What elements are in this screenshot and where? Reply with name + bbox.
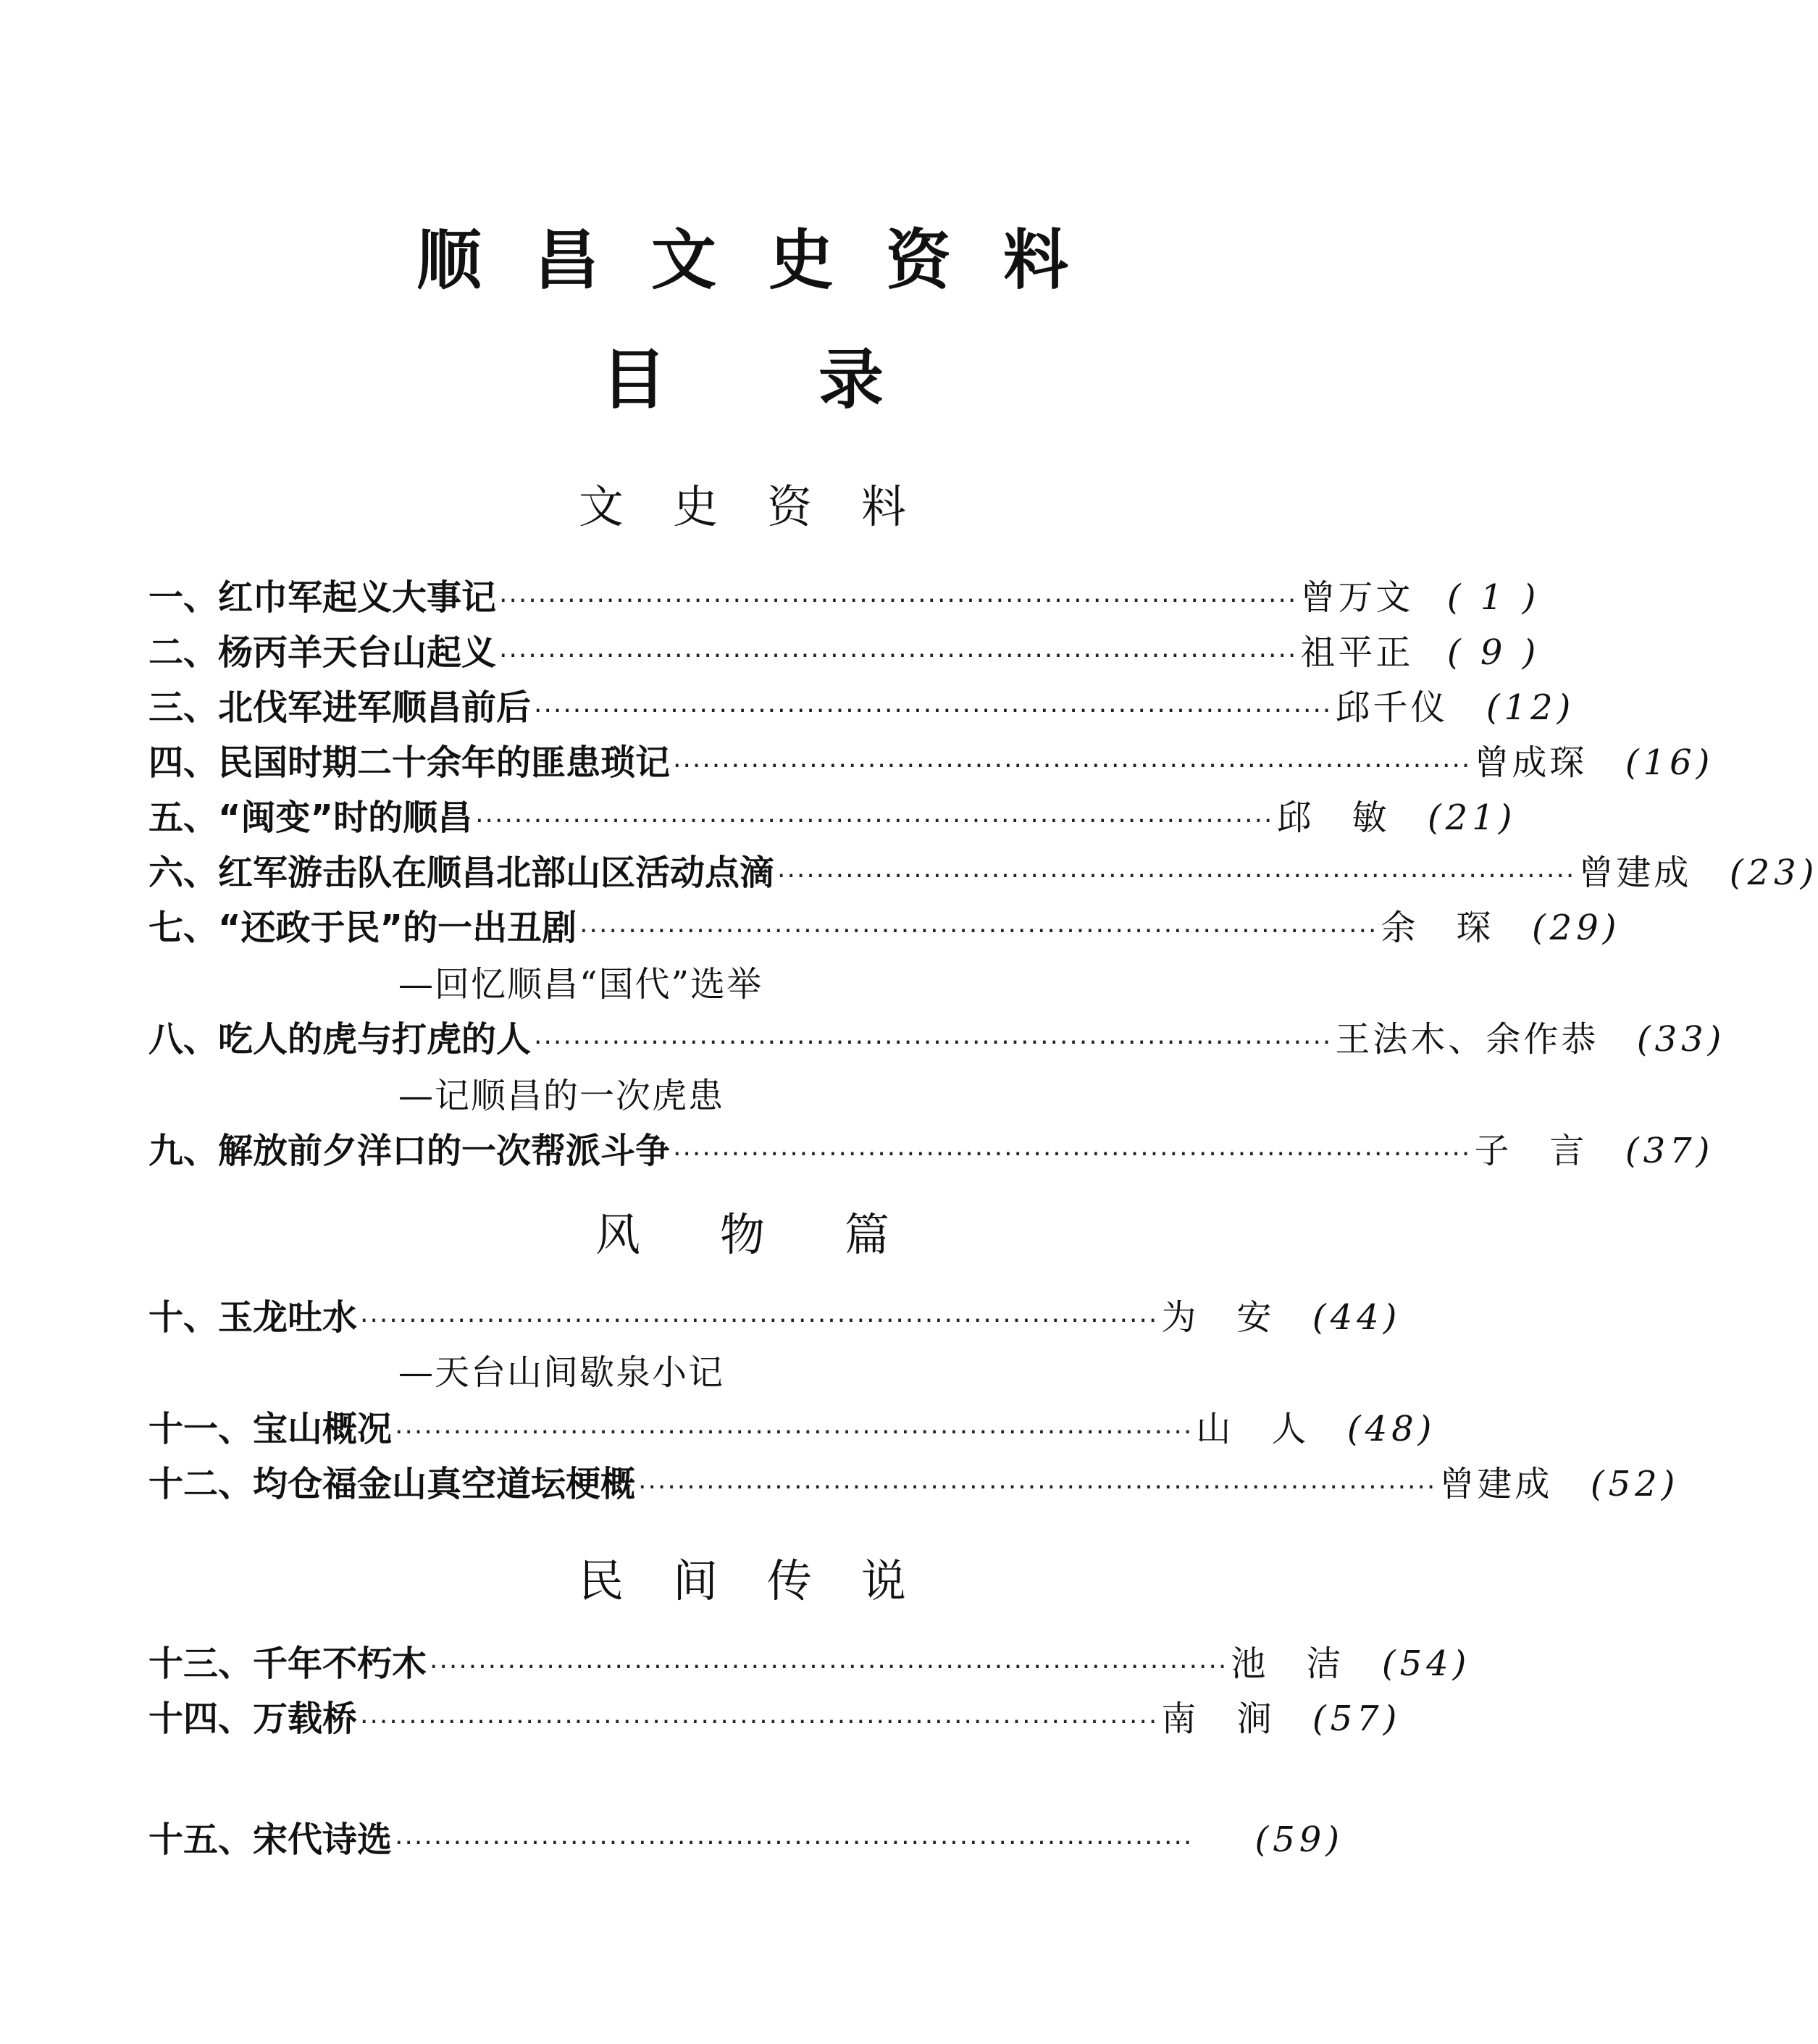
dot-leader: ·················································································· <box>777 861 1576 891</box>
entry-title: 五、“闽变”时的顺昌 <box>148 797 473 838</box>
entry-title: 十三、千年不朽木 <box>148 1643 427 1684</box>
toc-entry <box>148 682 1575 733</box>
toc-entry <box>148 792 1517 843</box>
entry-page: (37) <box>1625 1131 1714 1171</box>
entry-page: (52) <box>1590 1464 1680 1504</box>
entry-page: (33) <box>1636 1019 1726 1060</box>
entry-page: (57) <box>1312 1699 1402 1739</box>
toc-entry <box>148 627 1541 678</box>
entry-page: ( 9 ) <box>1446 632 1541 673</box>
toc-entry <box>148 1126 1714 1176</box>
entry-author: 为 安 <box>1161 1297 1275 1338</box>
entry-author: 曾建成 <box>1578 853 1692 893</box>
entry-title: 八、吃人的虎与打虎的人 <box>148 1019 532 1060</box>
entry-author: 山 人 <box>1196 1409 1310 1449</box>
entry-author: 祖平正 <box>1300 632 1414 673</box>
entry-page: (23) <box>1729 853 1818 893</box>
dot-leader: ·················································································· <box>395 1828 1194 1858</box>
entry-title: 七、“还政于民”的一出丑剧 <box>148 908 577 948</box>
toc-entry <box>148 902 1621 953</box>
dot-leader: ·················································································· <box>499 641 1298 671</box>
toc-entry <box>148 572 1541 623</box>
entry-page: (44) <box>1312 1297 1402 1338</box>
dot-leader: ·················································································· <box>499 586 1298 616</box>
dot-leader: ·················································································· <box>430 1652 1228 1682</box>
entry-title: 三、北伐军进军顺昌前后 <box>148 687 532 728</box>
entry-author: 曾万文 <box>1300 577 1414 618</box>
entry-title: 四、民国时期二十余年的匪患琐记 <box>148 742 671 783</box>
entry-author: 曾成琛 <box>1474 742 1588 783</box>
entry-title: 十四、万载桥 <box>148 1699 358 1739</box>
entry-subtitle: —天台山间歇泉小记 <box>398 1352 725 1393</box>
toc-entry <box>148 1638 1471 1689</box>
entry-title: 十五、宋代诗选 <box>148 1819 393 1860</box>
toc-entry <box>148 1814 1344 1865</box>
entry-author: 南 涧 <box>1161 1699 1275 1739</box>
entry-page: (48) <box>1346 1409 1436 1449</box>
entry-title: 十、玉龙吐水 <box>148 1297 358 1338</box>
entry-author: 邱千仪 <box>1335 687 1449 728</box>
section-heading-minjian: 民间传说 <box>578 1554 955 1607</box>
section-heading-fengwu: 风物篇 <box>595 1208 969 1261</box>
dot-leader: ·················································································· <box>475 806 1274 836</box>
toc-entry <box>148 1693 1402 1744</box>
entry-page: (16) <box>1625 742 1714 783</box>
entry-page: (59) <box>1254 1819 1344 1860</box>
toc-entry <box>148 847 1818 898</box>
dot-leader: ·················································································· <box>534 696 1333 726</box>
dot-leader: ·················································································· <box>638 1473 1437 1502</box>
entry-title: 六、红军游击队在顺昌北部山区活动点滴 <box>148 853 775 893</box>
entry-title: 一、红巾军起义大事记 <box>148 577 497 618</box>
dot-leader: ·················································································· <box>579 916 1378 946</box>
entry-title: 二、杨丙羊天台山起义 <box>148 632 497 673</box>
entry-subtitle: —记顺昌的一次虎患 <box>398 1076 725 1116</box>
toc-entry <box>148 1404 1436 1454</box>
entry-author: 余 琛 <box>1381 908 1494 948</box>
entry-author: 曾建成 <box>1439 1464 1553 1504</box>
entry-page: (29) <box>1531 908 1621 948</box>
dot-leader: ·················································································· <box>534 1028 1333 1057</box>
entry-author: 邱 敏 <box>1276 797 1390 838</box>
section-heading-wenshi: 文史资料 <box>578 480 955 533</box>
toc-entry <box>148 1014 1726 1065</box>
dot-leader: ·················································································· <box>673 751 1472 781</box>
entry-author: 子 言 <box>1474 1131 1588 1171</box>
entry-author: 池 洁 <box>1231 1643 1344 1684</box>
entry-author: 王法木、余作恭 <box>1335 1019 1599 1060</box>
toc-entry <box>148 1292 1402 1343</box>
entry-page: ( 1 ) <box>1446 577 1541 618</box>
entry-title: 十二、均仓福金山真空道坛梗概 <box>148 1464 636 1504</box>
dot-leader: ·················································································· <box>360 1306 1159 1336</box>
dot-leader: ·················································································· <box>395 1417 1194 1447</box>
dot-leader: ·················································································· <box>360 1707 1159 1737</box>
entry-subtitle: —回忆顺昌“国代”选举 <box>398 964 763 1005</box>
entry-title: 十一、宝山概况 <box>148 1409 393 1449</box>
entry-page: (12) <box>1486 687 1575 728</box>
book-title: 顺昌文史资料 <box>416 222 1120 298</box>
toc-entry <box>148 737 1714 788</box>
toc-entry <box>148 1459 1680 1509</box>
toc-title: 目录 <box>601 342 1036 418</box>
dot-leader: ·················································································· <box>673 1139 1472 1169</box>
entry-page: (54) <box>1381 1643 1471 1684</box>
entry-page: (21) <box>1427 797 1517 838</box>
entry-title: 九、解放前夕洋口的一次帮派斗争 <box>148 1131 671 1171</box>
